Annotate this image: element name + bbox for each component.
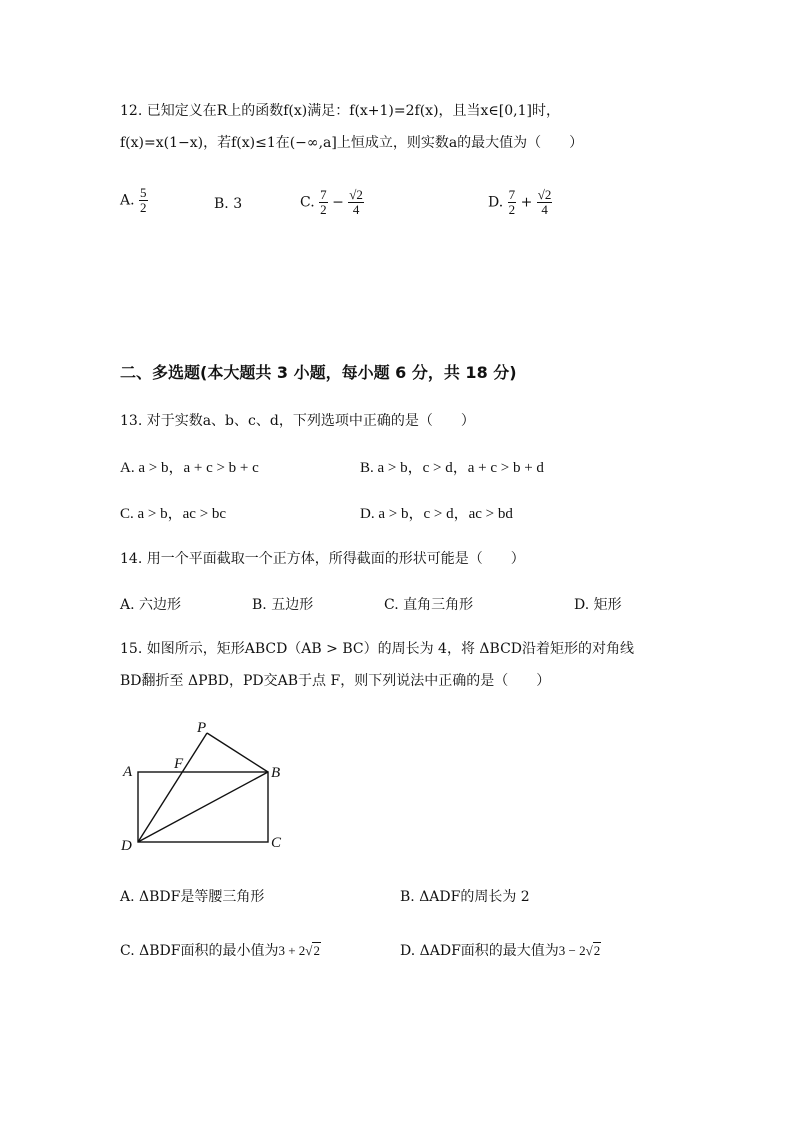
- q15-option-b: B. ΔADF的周长为 2: [400, 889, 530, 905]
- numerator: √2: [537, 187, 552, 202]
- q14-option-a: A. 六边形: [120, 597, 182, 613]
- q14-option-d: D. 矩形: [574, 597, 622, 613]
- q12-option-b: B. 3: [214, 196, 243, 212]
- denominator: 2: [320, 202, 327, 217]
- option-text: D. ΔADF面积的最大值为: [400, 943, 559, 959]
- q13-stem: 13. 对于实数a、b、c、d，下列选项中正确的是（ ）: [120, 413, 475, 429]
- option-label: A.: [120, 192, 135, 209]
- label-p: P: [197, 720, 207, 736]
- expression-prefix: 3 + 2: [278, 943, 306, 958]
- operator: −: [332, 194, 344, 211]
- fraction-sqrt: [348, 188, 364, 217]
- q15-figure: [110, 715, 310, 860]
- segment-pd: [138, 733, 207, 842]
- numerator: √2: [349, 187, 363, 202]
- q13-option-c: C. a > b，ac > bc: [120, 506, 227, 522]
- fraction: [319, 188, 328, 217]
- q15-line2: BD翻折至 ΔPBD，PD交AB于点 F，则下列说法中正确的是（ ）: [120, 673, 551, 689]
- denominator: 4: [541, 202, 548, 217]
- q12-option-a: [120, 186, 148, 215]
- radicand: 2: [544, 187, 552, 202]
- fraction: [508, 188, 517, 217]
- q15-line1: 15. 如图所示，矩形ABCD（AB > BC）的周长为 4，将 ΔBCD沿着矩形的对角线: [120, 641, 634, 657]
- label-d: D: [121, 838, 132, 854]
- denominator: 4: [352, 202, 360, 217]
- section-heading: 二、多选题(本大题共 3 小题，每小题 6 分，共 18 分): [120, 363, 517, 382]
- q15-option-d: [400, 940, 601, 960]
- operator: +: [520, 194, 533, 211]
- q13-option-d: D. a > b，c > d，ac > bd: [360, 506, 513, 522]
- label-c: C: [271, 835, 282, 851]
- q13-option-b: B. a > b，c > d，a + c > b + d: [360, 460, 544, 476]
- label-a: A: [123, 764, 133, 780]
- q12-line1: 12. 已知定义在R上的函数f(x)满足：f(x+1)=2f(x)，且当x∈[0,1]时，: [120, 103, 560, 119]
- denominator: 2: [140, 200, 147, 215]
- radicand: 2: [313, 943, 320, 958]
- label-f: F: [174, 756, 184, 772]
- numerator: 5: [140, 185, 147, 200]
- denominator: 2: [508, 202, 516, 217]
- numerator: 7: [508, 187, 516, 202]
- option-text: C. ΔBDF面积的最小值为: [120, 943, 279, 959]
- label-b: B: [271, 765, 281, 781]
- q12-option-c: [300, 188, 364, 217]
- option-label: C.: [300, 194, 315, 211]
- expression-prefix: 3 − 2: [558, 943, 586, 958]
- q15-option-a: A. ΔBDF是等腰三角形: [120, 889, 265, 905]
- diagonal-bd: [138, 772, 268, 842]
- radicand: 2: [356, 187, 363, 202]
- math-expression: 3 + 2√2: [278, 943, 320, 958]
- math-expression: 3 − 2√2: [558, 943, 601, 958]
- q12-option-d: [488, 188, 552, 217]
- q14-stem: 14. 用一个平面截取一个正方体，所得截面的形状可能是（ ）: [120, 551, 525, 567]
- fraction: [139, 186, 148, 215]
- radicand: 2: [593, 943, 601, 958]
- q12-line2: f(x)=x(1−x)，若f(x)≤1在(−∞,a]上恒成立，则实数a的最大值为（ ）: [120, 135, 584, 151]
- option-label: D.: [488, 194, 504, 211]
- fraction-sqrt: [537, 188, 553, 217]
- segment-pb: [207, 733, 268, 772]
- numerator: 7: [320, 187, 327, 202]
- q14-option-b: B. 五边形: [252, 597, 314, 613]
- q13-option-a: A. a > b，a + c > b + c: [120, 460, 259, 476]
- q15-option-c: [120, 940, 321, 960]
- q14-option-c: C. 直角三角形: [384, 597, 474, 613]
